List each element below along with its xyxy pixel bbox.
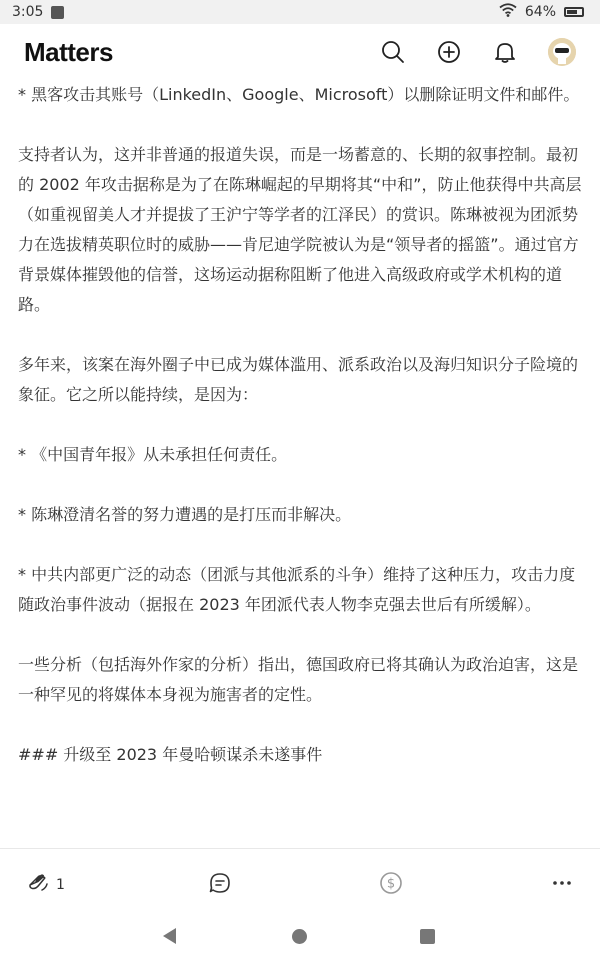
article-paragraph: 支持者认为，这并非普通的报道失误，而是一场蓄意的、长期的叙事控制。最初的 2002 年攻击据称是为了在陈琳崛起的早期将其“中和”，防止他获得中共高层（如重视留美人才并提拔了王沪宁等学者的江泽民）的赏识。陈琳被视为团派势力在选拔精英职位时的威胁——肯尼迪学院被认为是“领导者的摇篮”。通过官方背景媒体摧毁他的信誉，这场运动据称阻断了他进入高级政府或学术机构的道路。 [18, 145, 582, 314]
action-bar [0, 848, 600, 914]
bell-icon[interactable] [492, 39, 518, 65]
article-paragraph: 多年来，该案在海外圈子中已成为媒体滥用、派系政治以及海归知识分子险境的象征。它之所以能持续，是因为： [18, 355, 579, 404]
more-button[interactable] [552, 871, 572, 899]
avatar[interactable] [548, 38, 576, 66]
app-logo[interactable]: Matters [24, 36, 113, 67]
battery-level: 64% [524, 4, 556, 20]
comment-button[interactable] [208, 871, 232, 899]
svg-text:$: $ [386, 876, 396, 892]
more-icon [552, 871, 572, 899]
system-nav-bar [0, 914, 600, 960]
donate-icon [379, 871, 403, 899]
wifi-icon [499, 3, 517, 21]
search-icon[interactable] [380, 39, 406, 65]
clap-count: 1 [56, 877, 65, 893]
article-paragraph: 一些分析（包括海外作家的分析）指出，德国政府已将其确认为政治迫害，这是一种罕见的将媒体本身视为施害者的定性。 [18, 655, 579, 704]
app-header [0, 24, 600, 80]
clap-icon [26, 871, 50, 899]
status-time: 3:05 [12, 4, 44, 20]
article-paragraph: * 中共内部更广泛的动态（团派与其他派系的斗争）维持了这种压力，攻击力度随政治事件波动（据报在 2023 年团派代表人物李克强去世后有所缓解）。 [18, 565, 576, 614]
add-icon[interactable] [436, 39, 462, 65]
article-paragraph: * 黑客攻击其账号（LinkedIn、Google、Microsoft）以删除证明文件和邮件。 [18, 85, 580, 104]
article-body [18, 80, 586, 846]
article-paragraph: * 陈琳澄清名誉的努力遭遇的是打压而非解决。 [18, 505, 352, 524]
home-icon[interactable] [292, 929, 307, 944]
back-icon[interactable] [163, 928, 176, 944]
donate-button[interactable] [379, 871, 403, 899]
article-paragraph: * 《中国青年报》从未承担任何责任。 [18, 445, 288, 464]
clap-button[interactable] [26, 871, 65, 899]
comment-icon [208, 871, 232, 899]
article-heading: ### 升级至 2023 年曼哈顿谋杀未遂事件 [18, 745, 323, 764]
recents-icon[interactable] [420, 929, 435, 944]
notification-icon [51, 6, 64, 19]
status-bar [0, 0, 600, 24]
battery-icon [564, 7, 584, 17]
